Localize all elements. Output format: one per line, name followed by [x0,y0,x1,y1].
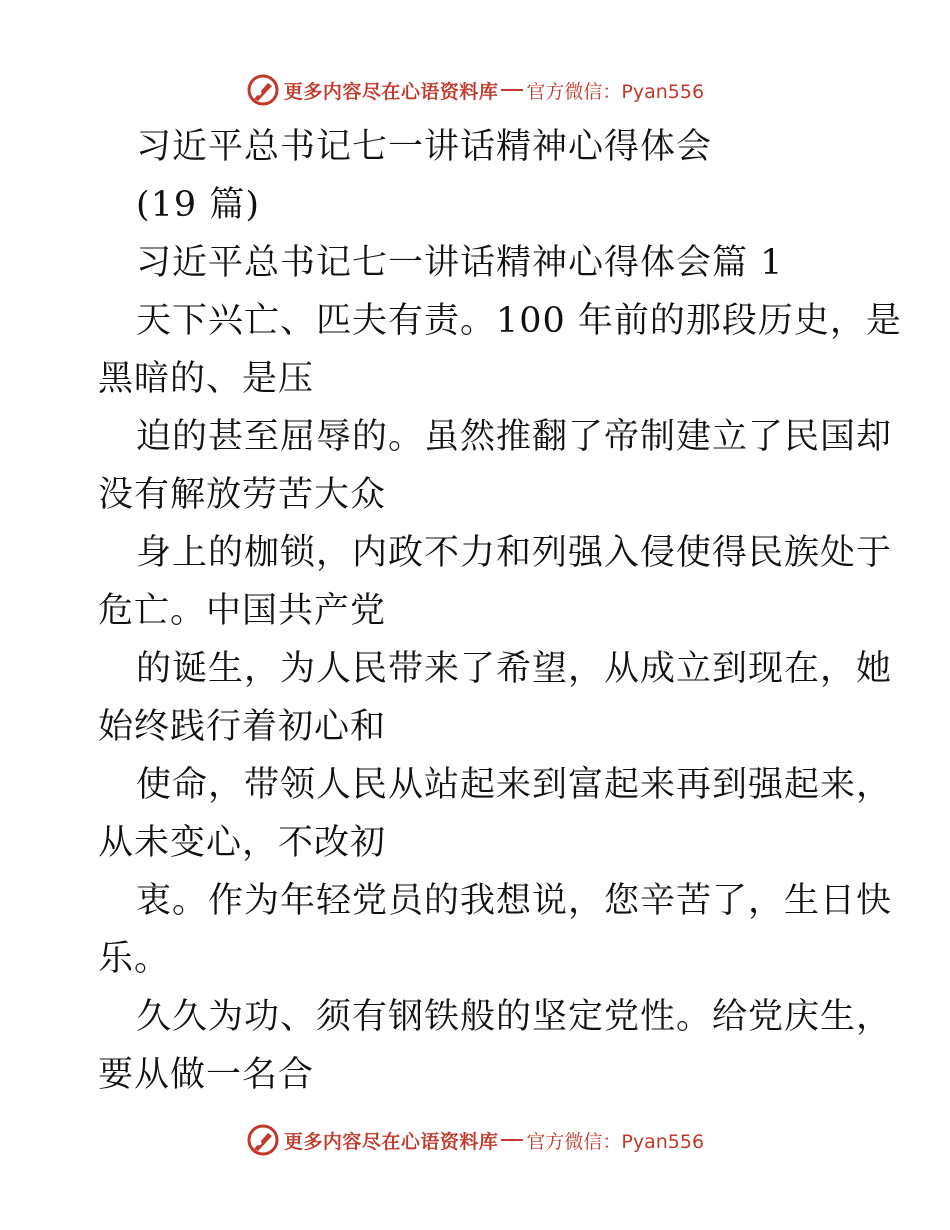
footer-banner [0,1120,950,1160]
doc-title-line-1: 习近平总书记七一讲话精神心得体会 [136,127,713,167]
banner-text: 更多内容尽在心语资料库 [283,80,499,103]
pen-logo-icon [246,1123,280,1157]
banner-text: 更多内容尽在心语资料库 [283,1130,499,1153]
paragraph-line: 天下兴亡、匹夫有责。100 年前的那段历史，是 [136,301,902,341]
doc-title-line-2: (19 篇) [136,185,260,225]
paragraph-line: 始终践行着初心和 [98,707,387,747]
paragraph-line: 的诞生，为人民带来了希望，从成立到现在，她 [136,649,893,689]
header-banner [0,70,950,110]
banner-wechat: 官方微信：Pyan556 [526,80,705,103]
paragraph-line: 从未变心，不改初 [98,823,387,863]
paragraph-line: 要从做一名合 [98,1055,315,1095]
section-title: 习近平总书记七一讲话精神心得体会篇 1 [136,243,784,283]
paragraph-line: 久久为功、须有钢铁般的坚定党性。给党庆生， [136,997,893,1037]
paragraph-line: 迫的甚至屈辱的。虽然推翻了帝制建立了民国却 [136,417,893,457]
paragraph-line: 黑暗的、是压 [98,359,315,399]
paragraph-line: 使命，带领人民从站起来到富起来再到强起来， [136,765,893,805]
document-body [98,118,902,1104]
banner-dash [501,1139,523,1141]
paragraph-line: 乐。 [98,939,171,979]
paragraph-line: 危亡。中国共产党 [98,591,387,631]
paragraph-line: 衷。作为年轻党员的我想说，您辛苦了，生日快 [136,881,893,921]
paragraph-line: 没有解放劳苦大众 [98,475,387,515]
paragraph-line: 身上的枷锁，内政不力和列强入侵使得民族处于 [136,533,893,573]
pen-logo-icon [246,73,280,107]
banner-dash [501,89,523,91]
banner-wechat: 官方微信：Pyan556 [526,1130,705,1153]
